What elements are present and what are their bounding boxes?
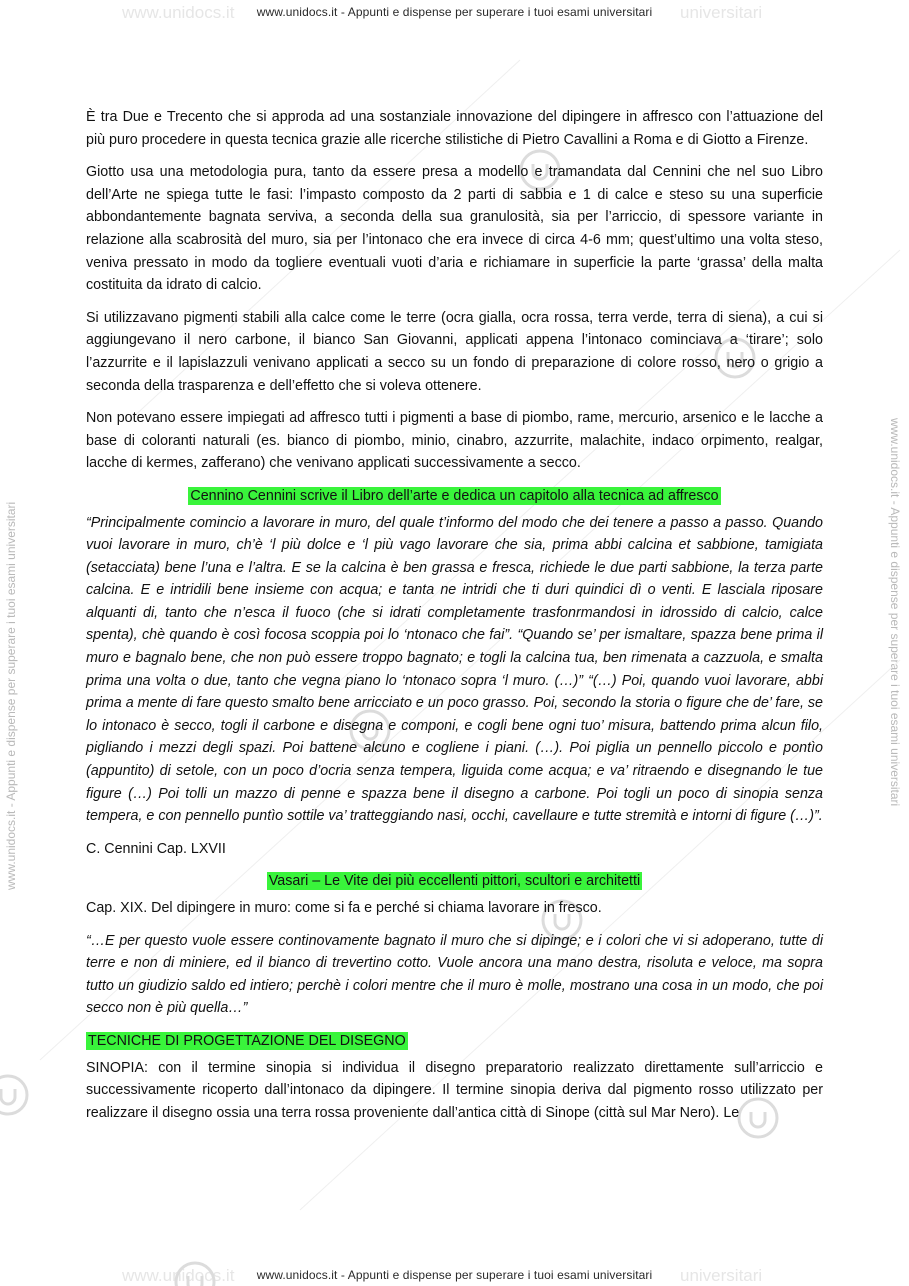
quote-cennini: “Principalmente comincio a lavorare in muro, del quale t’informo del modo che dei tenere a passo a passo. Quando vuoi lavorare in muro, ch’è ‘l più dolce e ‘l più vago lavorare che sia, prima abbi calcina et sabbione, tamigiata (setacciata) bene l’una e l’altra. E se la calcina è ben grassa e fresca, richiede le due parti sabbione, la terza parte calcina. E e intridili bene insieme con acqua; e tanta ne intridi che ti duri quindici dì o venti. E lasciala riposare alquanti di, tanto che n’esca il fuoco (che si idrati completamente trasfonrmandosi in idrossido di calcio, calce spenta), chè quando è così focosa scoppia poi lo ‘ntonaco che fai”. “Quando se’ per ismaltare, spazza bene prima il muro e bagnalo bene, che non può essere troppo bagnato; e togli la calcina tua, ben rimenata a cazzuola, e smalta prima una volta o due, tanto che vegna piano lo ‘ntonaco sopra ‘l muro. (…)” “(…) Poi, quando vuoi lavorare, abbi prima a mente di fare questo smalto bene arricciato e un poco grasso. Poi, secondo la storia o figure che de’ fare, se lo intonaco è secco, togli il carbone e disegna e componi, e cogli bene ogni tuo’ misura, battendo prima alcun filo, pigliando i mezzi degli spazi. Poi battene alcuno e cogliene i piani. (…). Poi piglia un pennello piccolo e pontìo (appuntito) di setole, con un poco d’ocria senza tempera, liguida come acqua; e va’ ritraendo e disegnando le tue figure (…) Poi tolli un mazzo di penne e spazza bene il disegno a carbone. Poi togli un poco di sinopia senza tempera, e con pennello puntìo sottile va’ tratteggiando nasi, occhi, cavellaure e tutte stremità e intorni di figure (…)”.: [86, 514, 823, 825]
paragraph-intro: È tra Due e Trecento che si approda ad una sostanziale innovazione del dipingere in affresco con l’attuazione del più puro procedere in questa tecnica grazie alle ricerche stilistiche di Pietro Cavallini a Roma e di Giotto a Firenze.: [86, 109, 823, 148]
left-margin-watermark: www.unidocs.it - Appunti e dispense per superare i tuoi esami universitari: [4, 501, 18, 890]
paragraph-pigments: Si utilizzavano pigmenti stabili alla calce come le terre (ocra gialla, ocra rossa, terra verde, terra di siena), a cui si aggiungevano il nero carbone, il bianco San Giovanni, applicati appena l’intonaco cominciava a ‘tirare’; solo l’azzurrite e il lapislazzuli venivano applicati a secco su un fondo di preparazione di colore rosso, nero o grigio a seconda della trasparenza e dell’effetto che si voleva ottenere.: [86, 309, 823, 394]
chapter-title: Cap. XIX. Del dipingere in muro: come si fa e perché si chiama lavorare in fresco.: [86, 900, 602, 916]
heading-cennini: Cennino Cennini scrive il Libro dell’arte e dedica un capitolo alla tecnica ad affresco: [190, 487, 719, 504]
right-margin-watermark: www.unidocs.it - Appunti e dispense per superare i tuoi esami universitari: [888, 418, 902, 807]
header-watermark-left: www.unidocs.it: [122, 3, 235, 22]
unidocs-logo-icon: [176, 1263, 214, 1286]
citation-cennini: C. Cennini Cap. LXVII: [86, 840, 226, 857]
page-header: www.unidocs.it - Appunti e dispense per superare i tuoi esami universitari: [256, 5, 653, 19]
quote-vasari: “…E per questo vuole essere continovamente bagnato il muro che si dipinge; e i colori che vi si adoperano, tutte di terre e non di miniere, ed il bianco di trevertino cotto. Vuole ancora una mano destra, risoluta e veloce, ma sopra tutto un giudizio saldo ed intiero; perchè i colori mentre che il muro è molle, mostrano una cosa in un modo, che poi secco non è più quella…”: [86, 932, 823, 1017]
heading-techniques-wrapper: [86, 1030, 823, 1053]
footer-watermark-right: universitari: [680, 1266, 763, 1285]
heading-techniques: TECNICHE DI PROGETTAZIONE DEL DISEGNO: [88, 1032, 406, 1049]
heading-vasari-wrapper: [86, 870, 823, 893]
paragraph-sinopia: SINOPIA: con il termine sinopia si individua il disegno preparatorio realizzato direttamente sull’arriccio e successivamente ricoperto dall’intonaco da dipingere. Il termine sinopia deriva dal pigmento rosso utilizzato per realizzare il disegno ossia una terra rossa proveniente dall’antica città di Sinope (città sul Mar Nero). Le: [86, 1059, 823, 1121]
heading-cennini-wrapper: [86, 485, 823, 508]
header-watermark-right: universitari: [680, 3, 763, 22]
document-body: [86, 106, 823, 1134]
heading-vasari: Vasari – Le Vite dei più eccellenti pittori, scultori e architetti: [268, 873, 641, 890]
paragraph-giotto: Giotto usa una metodologia pura, tanto da essere presa a modello e tramandata dal Cennini che nel suo Libro dell’Arte ne spiega tutte le fasi: l’impasto composto da 2 parti di sabbia e 1 di calce e steso su una superficie abbondantemente bagnata serviva, a seconda della sua granulosità, sia per l’arriccio, di spessore variante in relazione alla scabrosità del muro, sia per l’intonaco che era invece di circa 4-6 mm; quest’ultimo una volta steso, veniva pressato in modo da togliere eventuali vuoti d’aria e richiamare in superficie la parte ‘grassa’ della malta costituita da idrato di calcio.: [86, 164, 823, 294]
footer-watermark-left: www.unidocs.it: [122, 1266, 235, 1285]
unidocs-logo-icon: [0, 1076, 27, 1114]
paragraph-excluded-pigments: Non potevano essere impiegati ad affresco tutti i pigmenti a base di piombo, rame, mercurio, arsenico e le lacche a base di coloranti naturali (es. bianco di piombo, minio, cinabro, azzurrite, malachite, indaco orpimento, realgar, lacche di kermes, zafferano) che venivano applicati successivamente a secco.: [86, 410, 823, 472]
page-footer: www.unidocs.it - Appunti e dispense per superare i tuoi esami universitari: [256, 1268, 653, 1282]
